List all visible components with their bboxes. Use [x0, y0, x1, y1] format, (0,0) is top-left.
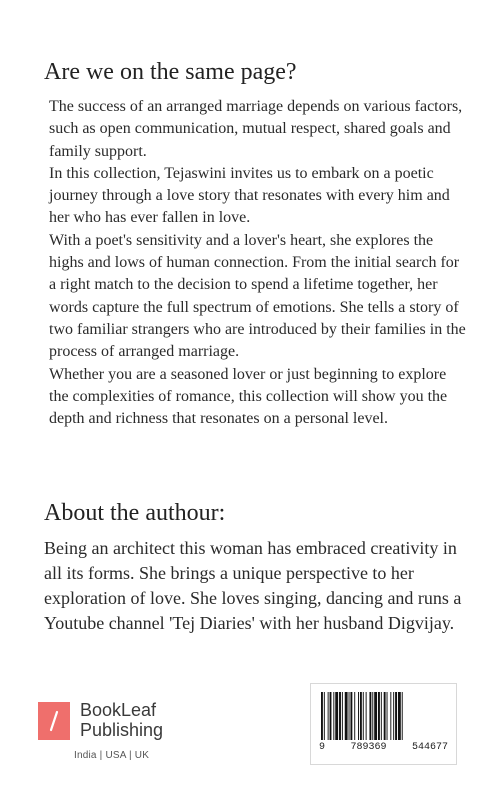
publisher-name-line2: Publishing — [80, 720, 164, 740]
barcode-bar — [363, 692, 364, 740]
publisher-logo — [38, 700, 208, 770]
barcode-bars — [319, 692, 448, 740]
barcode-bar — [360, 692, 362, 740]
barcode-bar — [342, 692, 343, 740]
barcode-bar — [345, 692, 348, 740]
barcode-bar — [349, 692, 350, 740]
blurb — [49, 96, 469, 430]
blurb-paragraph: Whether you are a seasoned lover or just beginning to explore the complexities of romance, this collection will show you the depth and richness that resonates on a personal level. — [49, 365, 448, 428]
barcode-digits-left: 789369 — [350, 742, 387, 753]
barcode-bar — [387, 692, 388, 740]
slash-logo-icon — [38, 702, 70, 740]
barcode-digit-lead: 9 — [319, 742, 326, 753]
book-title: Are we on the same page? — [44, 59, 297, 85]
barcode-digits-right: 544677 — [411, 742, 448, 753]
barcode-bar — [390, 692, 391, 740]
barcode-bar — [350, 692, 352, 740]
publisher-name-line1: BookLeaf — [80, 700, 157, 720]
barcode-bar — [333, 692, 334, 740]
barcode-bar — [369, 692, 371, 740]
barcode-bar — [328, 692, 329, 740]
barcode-bar — [335, 692, 338, 740]
publisher-name — [80, 700, 163, 740]
slash-icon — [38, 702, 70, 740]
about-author-text: Being an architect this woman has embraced creativity in all its forms. She brings a unique perspective to her exploration of love. She loves singing, dancing and runs a Youtube channel 'Tej Diaries' with her husband Digvijay. — [44, 538, 462, 633]
barcode-bar — [330, 692, 332, 740]
publisher-regions: India | USA | UK — [74, 750, 150, 761]
barcode-bar — [372, 692, 373, 740]
barcode-bar — [339, 692, 341, 740]
barcode-bar — [402, 692, 403, 740]
barcode-digits — [319, 742, 448, 754]
barcode-bar — [366, 692, 367, 740]
barcode-bar — [384, 692, 386, 740]
blurb-paragraph: In this collection, Tejaswini invites us to embark on a poetic journey through a love story that resonates with every him and her who has ever fallen in love. — [49, 164, 450, 227]
about-author-heading: About the authour: — [44, 500, 226, 526]
barcode-bar — [321, 692, 323, 740]
barcode-bar — [374, 692, 377, 740]
blurb-paragraph: The success of an arranged marriage depends on various factors, such as open communication, mutual respect, shared goals and family support. — [49, 98, 463, 160]
barcode-bar — [395, 692, 397, 740]
blurb-paragraph: With a poet's sensitivity and a lover's heart, she explores the highs and lows of human connection. From the initial search for a right match to the decision to spend a lifetime together, her words capture the full spectrum of emotions. She tells a story of two familiar strangers who are introduced by their families in the process of arranged marriage. — [49, 231, 466, 361]
barcode-bar — [378, 692, 380, 740]
barcode-bar — [398, 692, 401, 740]
isbn-barcode — [310, 683, 457, 765]
barcode-bar — [393, 692, 394, 740]
barcode-bar — [358, 692, 359, 740]
barcode-bar — [354, 692, 355, 740]
barcode-bar — [381, 692, 382, 740]
barcode-bar — [324, 692, 325, 740]
